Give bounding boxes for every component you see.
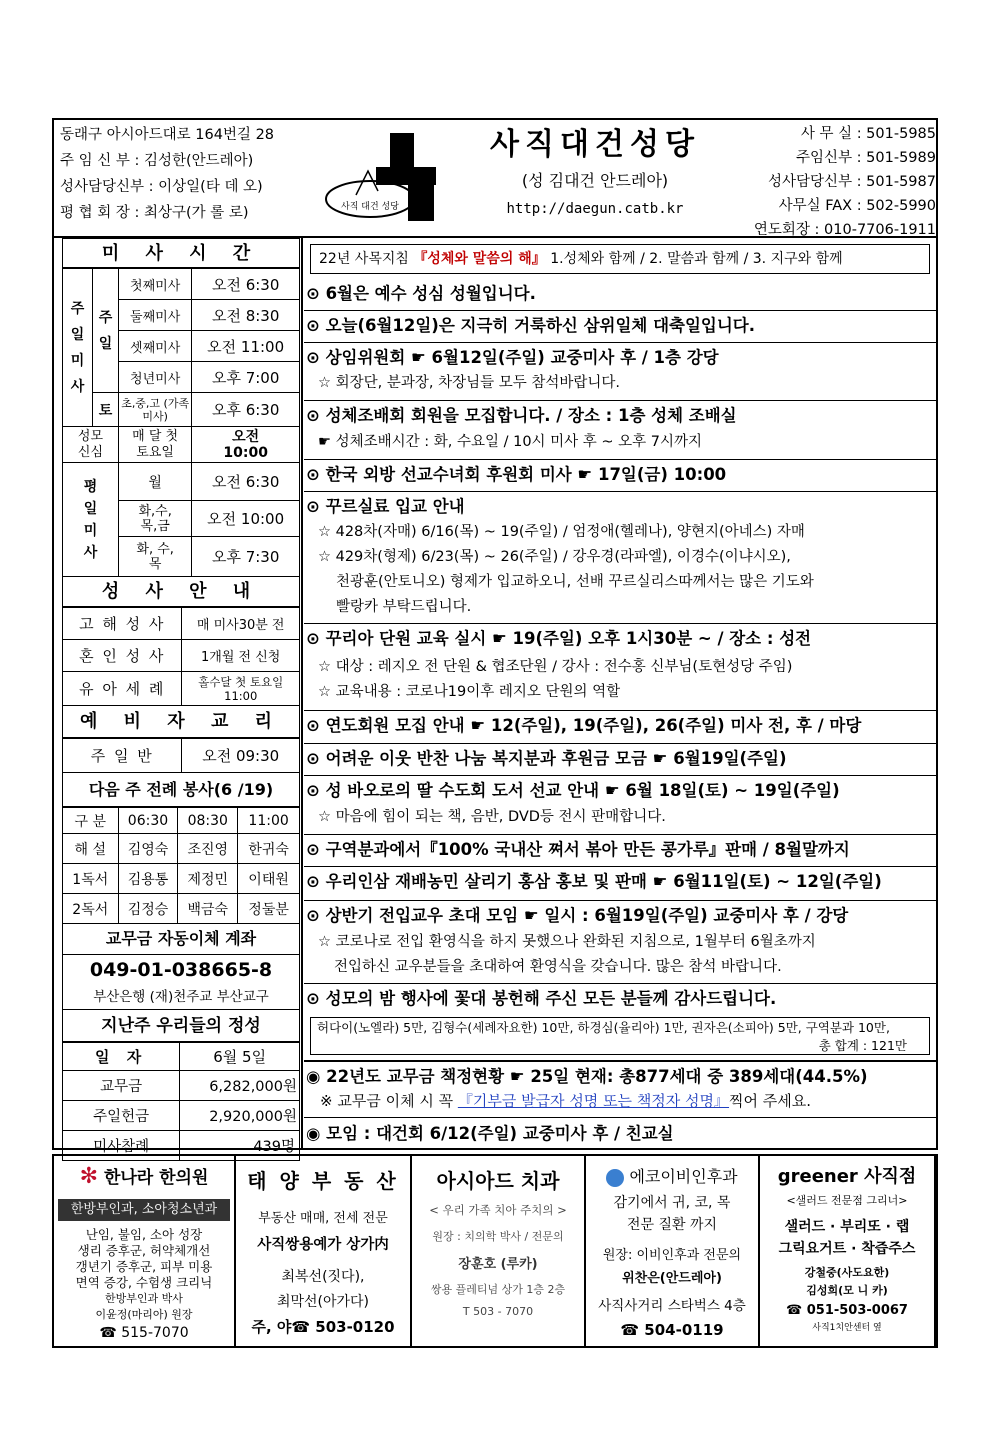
account-number: 049-01-038665-8 [89,959,273,981]
offering-date: 6월 5일 [180,1043,300,1071]
ad-line: 샐러드 · 부리또 · 랩 [784,1219,910,1235]
notice-detail: ☆ 회장단, 분과장, 차장님들 모두 참석바랍니다. [318,375,620,391]
mass-time: 오전 10:00 [192,501,300,537]
pastoral-theme-banner [310,244,930,274]
tithe-note-suffix: 찍어 주세요. [729,1092,812,1110]
ad-line: 원장: 이비인후과 전문의 [602,1248,742,1263]
phone-associate: 성사담당신부 : 501-5987 [768,174,936,190]
ad-line: 생리 증후군, 허약체개선 [77,1243,211,1258]
sunday-label: 주일 [92,269,118,393]
ad-title-row [586,1162,758,1192]
ad-band: 한방부인과, 소아청소년과 [58,1199,230,1221]
ad-line: 최복선(짓다), [281,1269,365,1285]
notice-detail: ☛ 성체조배시간 : 화, 수요일 / 10시 미사 후 ~ 오후 7시까지 [318,434,703,450]
mass-times-table [62,268,300,577]
ad-line: 한방부인과 박사 [105,1292,183,1305]
donor-box [310,1017,930,1055]
associate-pastor: 성사담당신부 : 이상일(타 데 오) [60,179,263,195]
notice-line: ⊙ 상임위원회 ☛ 6월12일(주일) 교중미사 후 / 1층 강당 [306,348,719,367]
notice-detail: ☆ 마음에 힘이 되는 책, 음반, DVD등 전시 판매합니다. [318,809,666,825]
mass-name: 화, 수, 목 [118,537,191,577]
mass-name: 둘째미사 [118,300,191,331]
offering-date-label: 일 자 [63,1043,180,1071]
notice-line: ⊙ 6월은 예수 성심 성월입니다. [306,284,536,303]
notice-detail: ☆ 대상 : 레지오 전 단원 & 협조단원 / 강사 : 전수홍 신부님(토현성당 주임) [318,659,793,675]
sacrament-desc: 1개월 전 신청 [182,640,300,672]
saturday-label: 토 [92,393,118,427]
duty-cell: 백금숙 [178,894,238,924]
account-title: 교무금 자동이체 계좌 [63,924,299,955]
ad-title: greener 사직점 [777,1166,917,1187]
offering-value: 439명 [180,1131,300,1161]
duty-cell: 1독서 [63,864,119,894]
duty-cell: 조진영 [178,834,238,864]
tithe-note-link: 『기부금 발급자 성명 또는 책정자 성명』 [457,1092,730,1110]
ad-line: 사직쌍용예가 상가内 [257,1237,389,1253]
notice-line: ⊙ 꾸리아 단원 교육 실시 ☛ 19(주일) 오후 1시30분 ~ / 장소 : 성전 [306,629,812,648]
duty-header: 06:30 [118,808,178,834]
duty-cell: 2독서 [63,894,119,924]
ad-line: 원장 : 치의학 박사 / 전문의 [432,1230,564,1243]
notice-line: ⊙ 한국 외방 선교수녀회 후원회 미사 ☛ 17일(금) 10:00 [306,465,727,484]
tithe-status: ◉ 22년도 교무금 책정현황 ☛ 25일 현재: 총877세대 중 389세대(44.5%) [306,1067,868,1086]
duty-cell: 이태원 [238,864,300,894]
duty-header: 구 분 [63,808,119,834]
notice-line: ⊙ 연도회원 모집 안내 ☛ 12(주일), 19(주일), 26(주일) 미사 전, 후 / 마당 [306,716,862,735]
duty-cell: 김용통 [118,864,178,894]
banner-prefix: 22년 사목지침 [319,251,414,267]
mass-time: 오후 7:30 [192,537,300,577]
offering-table [62,1042,300,1161]
tithe-note-prefix: ※ 교무금 이체 시 꼭 [320,1092,458,1110]
header-left-info [60,122,300,226]
mass-time: 오후 7:00 [192,362,300,393]
ad-line: 강철중(사도요한) [804,1266,890,1279]
offering-value: 6,282,000원 [180,1071,300,1101]
church-logo [320,125,470,225]
ad-title-row [54,1162,234,1193]
mass-name: 월 [118,463,191,501]
patron-saint: (성 김대건 안드레아) [521,171,669,190]
ad-line: 쌍용 플레티넘 상가 1층 2층 [430,1283,566,1296]
duty-cell: 정둘분 [238,894,300,924]
ad-line: 면역 증강, 수험생 크리닉 [75,1275,213,1290]
notice-detail: 빨랑카 부탁드립니다. [336,599,472,615]
ad-line: 김성희(모 니 카) [806,1284,888,1297]
mass-name: 셋째미사 [118,331,191,362]
phone-office: 사 무 실 : 501-5985 [800,126,936,142]
notice-line: ⊙ 상반기 전입교우 초대 모임 ☛ 일시 : 6월19일(주일) 교중미사 후 / 강당 [306,906,849,925]
offering-name: 미사참례 [63,1131,180,1161]
duty-cell: 제정민 [178,864,238,894]
sacrament-desc: 홀수달 첫 토요일 11:00 [182,672,300,706]
offering-name: 주일헌금 [63,1101,180,1131]
notice-line: ⊙ 성모의 밤 행사에 꽃대 봉헌해 주신 모든 분들께 감사드립니다. [306,989,777,1008]
catechumen-table [62,738,300,773]
weekday-mass-label: 평일미사 [63,463,119,577]
sunday-mass-label: 주일미사 [63,269,93,427]
ad-line: 장훈호 (루카) [458,1257,538,1272]
notice-detail: ☆ 코로나로 전입 환영식을 하지 못했으나 완화된 지침으로, 1월부터 6월초까지 [318,934,816,950]
duty-cell: 김정승 [118,894,178,924]
logo-text: 사직 대건 성당 [341,202,399,212]
ad-line: 위찬은(안드레아) [622,1271,722,1286]
sacrament-desc: 매 미사30분 전 [182,608,300,640]
ad-line: 최막선(아가다) [276,1294,370,1310]
ad-line: <샐러드 전문점 그리너> [786,1194,908,1207]
account-bank: 부산은행 (재)천주교 부산교구 [93,989,269,1005]
phone-council: 연도회장 : 010-7706-1911 [753,222,936,238]
pastor: 주 임 신 부 : 김성한(안드레아) [60,153,254,169]
notice-line: ⊙ 구역분과에서『100% 국내산 쪄서 볶아 만든 콩가루』판매 / 8월말까지 [306,840,850,859]
mass-time: 오전 6:30 [192,463,300,501]
sacraments-title: 성 사 안 내 [62,577,300,607]
ad-line: 부동산 매매, 전세 전문 [258,1211,388,1226]
meeting-notice: ◉ 모임 : 대건회 6/12(주일) 교중미사 후 / 친교실 [306,1124,674,1143]
sacrament-name: 혼 인 성 사 [63,640,182,672]
duty-header: 08:30 [178,808,238,834]
sacrament-name: 유 아 세 례 [63,672,182,706]
mass-time: 오전 8:30 [192,300,300,331]
mass-time: 오전 10:00 [192,427,300,463]
eco-logo-icon [606,1169,624,1187]
ad-line: 난임, 불임, 소아 성장 [85,1227,203,1242]
mass-name: 화,수, 목,금 [118,501,191,537]
ad-title: 한나라 한의원 [103,1168,209,1188]
ad-line: 사직사거리 스타벅스 4층 [598,1298,746,1314]
donor-list: 허다이(노엘라) 5만, 김형수(세례자요한) 10만, 하경심(율리아) 1만, 권자은(소피아) 5만, 구역분과 10만, [317,1020,890,1035]
notice-line: ⊙ 우리인삼 재배농민 살리기 홍삼 홍보 및 판매 ☛ 6월11일(토) ~ 12일(주일) [306,872,882,891]
ad-title: 에코이비인후과 [629,1167,738,1186]
mass-name: 초,중,고 (가족미사) [118,393,191,427]
church-name: 사직대건성당 [490,127,700,162]
notice-line: ⊙ 성 바오로의 딸 수도회 도서 선교 안내 ☛ 6월 18일(토) ~ 19일(주일) [306,781,840,800]
ad-line: 전문 질환 까지 [626,1217,718,1233]
sacraments-table [62,607,300,706]
catechumen-title: 예 비 자 교 리 [62,706,300,738]
tithe-note [306,1089,936,1114]
notice-detail: ☆ 429차(형제) 6/23(목) ~ 26(주일) / 강우경(라파엘), 이경수(이냐시오), [318,549,791,565]
sacrament-name: 고 해 성 사 [63,608,182,640]
offering-name: 교무금 [63,1071,180,1101]
offering-value: 2,920,000원 [180,1101,300,1131]
notice-detail: ☆ 428차(자매) 6/16(목) ~ 19(주일) / 엄정애(헬레나), 양현지(아네스) 자매 [318,524,805,540]
ad-line: T 503 - 7070 [462,1305,534,1318]
ad-title: 아시아드 치과 [436,1169,560,1193]
ad-line: < 우리 가족 치아 주치의 > [429,1203,567,1217]
ad-hanara-clinic [54,1156,236,1346]
phone-pastor: 주임신부 : 501-5989 [796,150,936,166]
ad-phone: 주, 야☎ 503-0120 [251,1318,395,1336]
left-column [62,238,300,1161]
flower-icon: ✻ [79,1164,99,1189]
ad-asiad-dental [412,1156,586,1346]
ad-line: 감기에서 귀, 코, 목 [613,1195,731,1211]
banner-highlight: 『성체와 말씀의 해』 [413,251,546,267]
mass-time: 오후 6:30 [192,393,300,427]
ad-phone: ☎ 051-503-0067 [786,1303,908,1318]
account-box [62,924,300,1010]
catechumen-class: 주 일 반 [63,739,182,773]
address: 동래구 아시아드대로 164번길 28 [60,127,275,143]
ad-line: 갱년기 증후군, 피부 미용 [75,1259,213,1274]
duty-header: 11:00 [238,808,300,834]
ad-line: 이윤정(마리아) 원장 [95,1308,193,1321]
mass-name: 청년미사 [118,362,191,393]
duty-cell: 한귀숙 [238,834,300,864]
ad-taeyang-realty [236,1156,412,1346]
mass-name: 매 달 첫토요일 [118,427,191,463]
mass-name: 첫째미사 [118,269,191,300]
phone-list [722,122,936,242]
column-divider [301,236,303,1150]
liturgy-duty-title: 다음 주 전례 봉사(6 /19) [62,773,300,807]
ad-greener-salad [760,1156,936,1346]
notice-line: ⊙ 오늘(6월12일)은 지극히 거룩하신 삼위일체 대축일입니다. [306,316,755,335]
catechumen-time: 오전 09:30 [182,739,300,773]
ad-footnote: 사직1치안센터 옆 [812,1323,882,1333]
phone-fax: 사무실 FAX : 502-5990 [778,198,936,214]
website-link[interactable]: http://daegun.catb.kr [506,201,684,217]
notice-detail: 천광훈(안토니오) 형제가 입교하오니, 선배 꾸르실리스따께서는 많은 기도와 [336,574,814,590]
duty-cell: 김영숙 [118,834,178,864]
notice-detail: 전입하신 교우분들을 초대하여 환영식을 갖습니다. 많은 참석 바랍니다. [334,959,782,975]
notice-line: ⊙ 어려운 이웃 반찬 나눔 복지분과 후원금 모금 ☛ 6월19일(주일) [306,749,787,768]
notice-detail: ☆ 교육내용 : 코로나19이후 레지오 단원의 역할 [318,684,621,700]
notice-line: ⊙ 꾸르실료 입교 안내 [306,497,465,516]
donor-total: 총 합계 : 121만 [818,1038,907,1053]
mass-time: 오전 11:00 [192,331,300,362]
ad-phone: ☎ 515-7070 [99,1325,189,1341]
ad-line: 그릭요거트 · 착즙주스 [778,1241,916,1257]
marian-devotion-label: 성모 신심 [63,427,119,463]
mass-time: 오전 6:30 [192,269,300,300]
notice-line: ⊙ 성체조배회 회원을 모집합니다. / 장소 : 1층 성체 조배실 [306,406,737,425]
ad-phone: ☎ 504-0119 [620,1321,724,1339]
mass-times-title: 미 사 시 간 [62,238,300,268]
offering-title: 지난주 우리들의 정성 [62,1010,300,1042]
duty-cell: 해 설 [63,834,119,864]
ad-eco-ent-clinic [586,1156,760,1346]
banner-suffix: 1.성체와 함께 / 2. 말씀과 함께 / 3. 지구와 함께 [545,251,843,267]
council-president: 평 협 회 장 : 최상구(가 롤 로) [60,205,249,221]
ad-title: 태 양 부 동 산 [247,1169,399,1193]
liturgy-duty-table [62,807,300,924]
church-title-block [480,124,710,222]
